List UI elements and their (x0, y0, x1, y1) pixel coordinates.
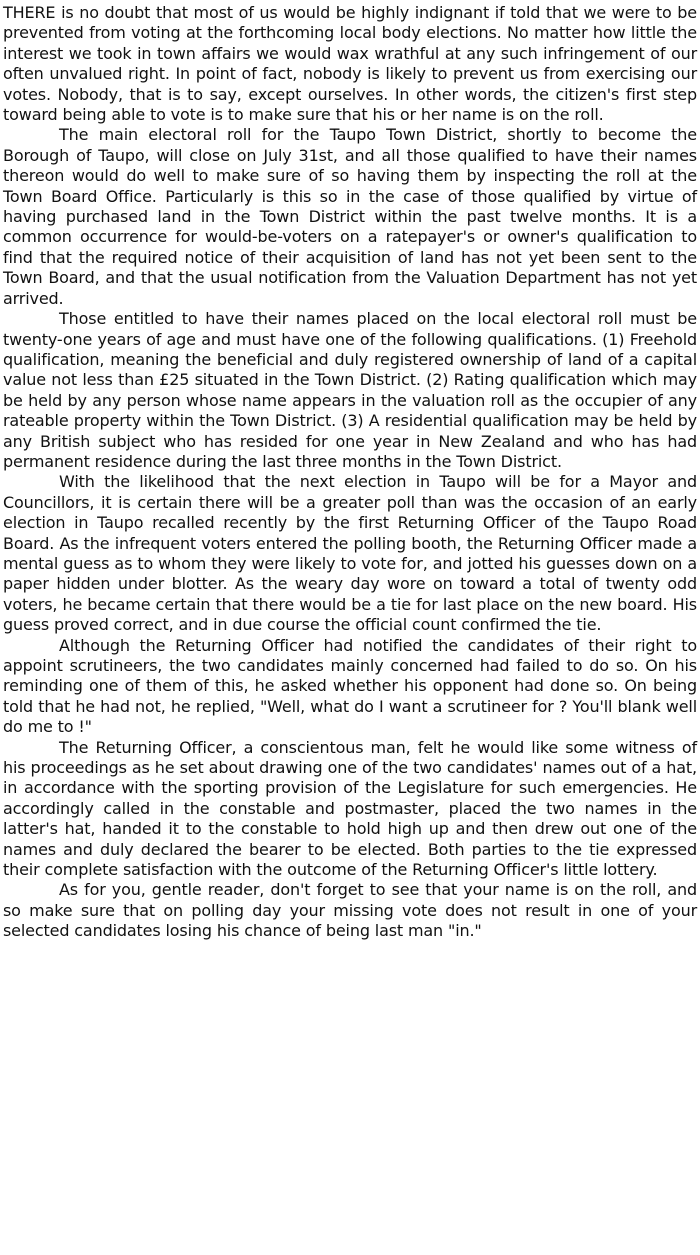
paragraph-5: Although the Returning Officer had notified the candidates of their right to appoint scrutineers, the two candidates mainly concerned had failed to do so. On his reminding one of them of this, he asked whether his opponent had done so. On being told that he had not, he replied, "Well, what do I want a scrutineer for ? You'll blank well do me to !" (3, 635, 697, 737)
paragraph-7: As for you, gentle reader, don't forget to see that your name is on the roll, and so make sure that on polling day your missing vote does not result in one of your selected candidates losing his chance of being last man "in." (3, 880, 697, 941)
document-page (3, 3, 697, 1253)
paragraph-2: The main electoral roll for the Taupo Town District, shortly to become the Borough of Taupo, will close on July 31st, and all those qualified to have their names thereon would do well to make sure of so having them by inspecting the roll at the Town Board Office. Particularly is this so in the case of those qualified by virtue of having purchased land in the Town District within the past twelve months. It is a common occurrence for would-be-voters on a ratepayer's or owner's qualification to find that the required notice of their acquisition of land has not yet been sent to the Town Board, and that the usual notification from the Valuation Department has not yet arrived. (3, 125, 697, 308)
paragraph-3: Those entitled to have their names placed on the local electoral roll must be twenty-one years of age and must have one of the following qualifications. (1) Freehold qualification, meaning the beneficial and duly registered ownership of land of a capital value not less than £25 situated in the Town District. (2) Rating qualification which may be held by any person whose name appears in the valuation roll as the occupier of any rateable property within the Town District. (3) A residential qualification may be held by any British subject who has resided for one year in New Zealand and who has had permanent residence during the last three months in the Town District. (3, 309, 697, 471)
paragraph-6: The Returning Officer, a conscientous man, felt he would like some witness of his proceedings as he set about drawing one of the two candidates' names out of a hat, in accordance with the sporting provision of the Legislature for such emergencies. He accordingly called in the constable and postmaster, placed the two names in the latter's hat, handed it to the constable to hold high up and then drew out one of the names and duly declared the bearer to be elected. Both parties to the tie expressed their complete satisfaction with the outcome of the Returning Officer's little lottery. (3, 737, 697, 880)
paragraph-1: THERE is no doubt that most of us would be highly indignant if told that we were to be prevented from voting at the forthcoming local body elections. No matter how little the interest we took in town affairs we would wax wrathful at any such infringement of our often unvalued right. In point of fact, nobody is likely to prevent us from exercising our votes. Nobody, that is to say, except ourselves. In other words, the citizen's first step toward being able to vote is to make sure that his or her name is on the roll. (3, 3, 697, 125)
paragraph-4: With the likelihood that the next election in Taupo will be for a Mayor and Councillors, it is certain there will be a greater poll than was the occasion of an early election in Taupo recalled recently by the first Returning Officer of the Taupo Road Board. As the infrequent voters entered the polling booth, the Returning Officer made a mental guess as to whom they were likely to vote for, and jotted his guesses down on a paper hidden under blotter. As the weary day wore on toward a total of twenty odd voters, he became certain that there would be a tie for last place on the new board. His guess proved correct, and in due course the official count confirmed the tie. (3, 472, 697, 635)
